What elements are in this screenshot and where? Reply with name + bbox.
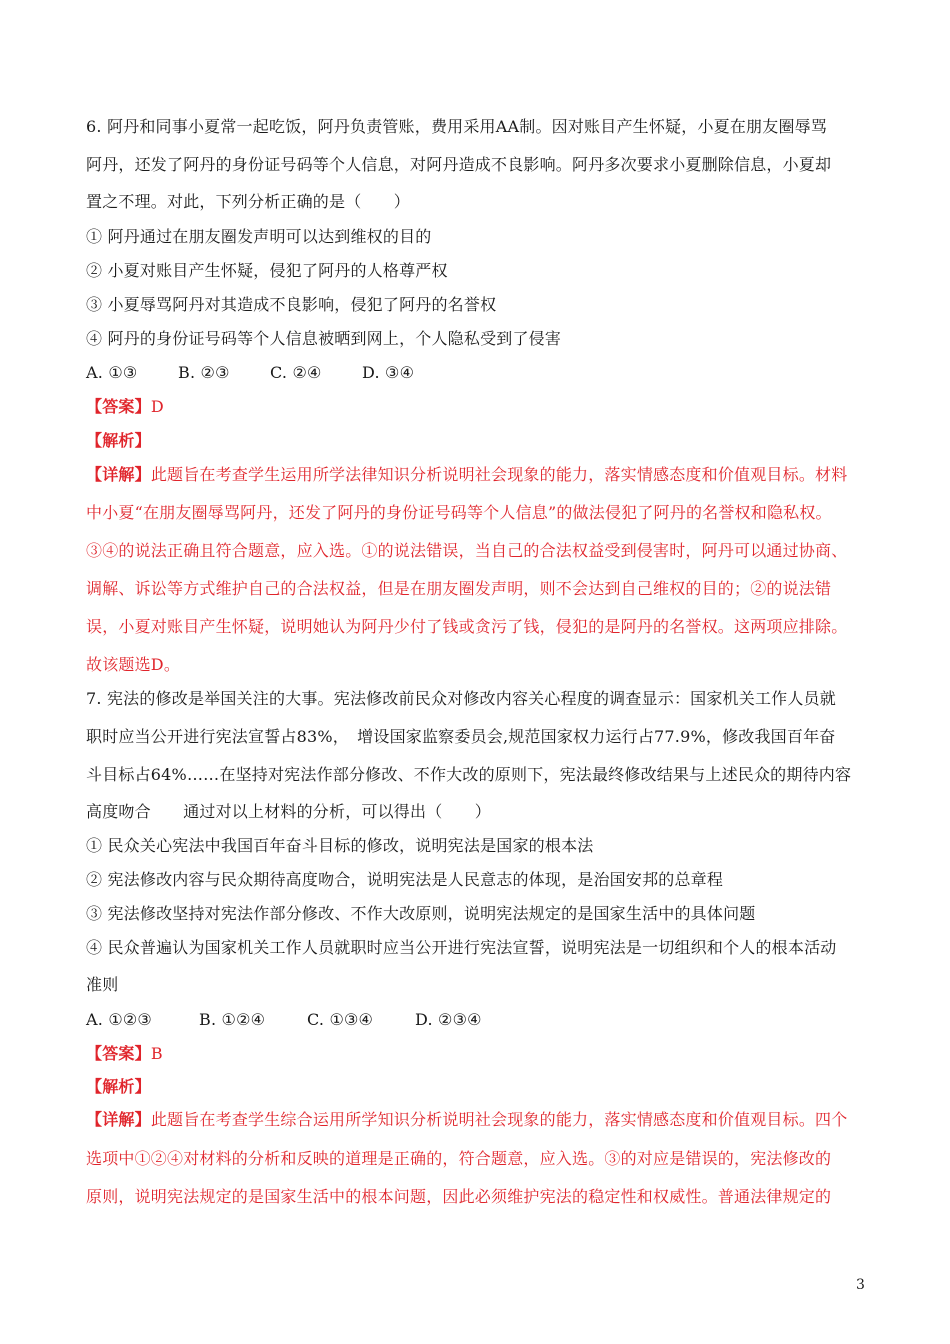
q6-statement-4: ④ 阿丹的身份证号码等个人信息被晒到网上，个人隐私受到了侵害 — [86, 329, 562, 348]
q6-detail-text-1: 此题旨在考查学生运用所学法律知识分析说明社会现象的能力，落实情感态度和价值观目标。材料 — [150, 465, 848, 484]
q7-answer — [86, 1044, 163, 1064]
q6-detail-line-5: 误，小夏对账目产生怀疑，说明她认为阿丹少付了钱或贪污了钱，侵犯的是阿丹的名誉权。这两项应排除。 — [86, 617, 848, 636]
q6-stem-line-2: 阿丹，还发了阿丹的身份证号码等个人信息，对阿丹造成不良影响。阿丹多次要求小夏删除信息，小夏却 — [86, 155, 832, 174]
q6-options — [86, 363, 414, 383]
q7-detail-line-2: 选项中①②④对材料的分析和反映的道理是正确的，符合题意，应入选。③的对应是错误的，宪法修改的 — [86, 1149, 832, 1168]
page-number: 3 — [856, 1277, 865, 1293]
q6-detail-line-3: ③④的说法正确且符合题意，应入选。①的说法错误，当自己的合法权益受到侵害时，阿丹可以通过协商、 — [86, 541, 848, 560]
q6-option-c: C. ②④ — [270, 363, 322, 382]
q6-detail-line-4: 调解、诉讼等方式维护自己的合法权益，但是在朋友圈发声明，则不会达到自己维权的目的；②的说法错 — [86, 579, 832, 598]
q7-stem-line-1: 7. 宪法的修改是举国关注的大事。宪法修改前民众对修改内容关心程度的调查显示：国家机关工作人员就 — [86, 689, 836, 708]
q7-answer-value: B — [150, 1044, 163, 1063]
q6-statement-3: ③ 小夏辱骂阿丹对其造成不良影响，侵犯了阿丹的名誉权 — [86, 295, 497, 314]
q7-stem-line-2: 职时应当公开进行宪法宣誓占83%， 增设国家监察委员会,规范国家权力运行占77.9%，修改我国百年奋 — [86, 727, 836, 746]
q6-detail-line-6: 故该题选D。 — [86, 655, 181, 674]
q7-option-b: B. ①②④ — [199, 1010, 266, 1029]
q7-statement-2: ② 宪法修改内容与民众期待高度吻合，说明宪法是人民意志的体现，是治国安邦的总章程 — [86, 870, 724, 889]
q6-detail-line-2: 中小夏“在朋友圈辱骂阿丹，还发了阿丹的身份证号码等个人信息”的做法侵犯了阿丹的名誉权和隐私权。 — [86, 503, 832, 522]
q6-answer-label: 【答案】 — [86, 397, 151, 416]
q7-detail-text-1: 此题旨在考查学生综合运用所学知识分析说明社会现象的能力，落实情感态度和价值观目标。四个 — [150, 1110, 848, 1129]
q6-statement-2: ② 小夏对账目产生怀疑，侵犯了阿丹的人格尊严权 — [86, 261, 448, 280]
q7-option-d: D. ②③④ — [415, 1010, 482, 1029]
q7-detail-line-1 — [86, 1110, 847, 1130]
q7-analysis-label: 【解析】 — [86, 1077, 151, 1096]
q7-detail-line-3: 原则，说明宪法规定的是国家生活中的根本问题，因此必须维护宪法的稳定性和权威性。普通法律规定的 — [86, 1187, 832, 1206]
q7-options — [86, 1010, 482, 1030]
q7-statement-3: ③ 宪法修改坚持对宪法作部分修改、不作大改原则，说明宪法规定的是国家生活中的具体问题 — [86, 904, 756, 923]
q7-answer-label: 【答案】 — [86, 1044, 151, 1063]
q6-detail-line-1 — [86, 465, 847, 485]
q6-option-d: D. ③④ — [362, 363, 415, 382]
q6-stem-line-1: 6. 阿丹和同事小夏常一起吃饭，阿丹负责管账，费用采用AA制。因对账目产生怀疑，小夏在朋友圈辱骂 — [86, 117, 828, 136]
q6-analysis-label: 【解析】 — [86, 431, 151, 450]
q7-option-c: C. ①③④ — [307, 1010, 374, 1029]
q6-answer — [86, 397, 164, 417]
q6-stem-line-3: 置之不理。对此，下列分析正确的是（ ） — [86, 192, 411, 211]
q6-statement-1: ① 阿丹通过在朋友圈发声明可以达到维权的目的 — [86, 227, 432, 246]
q6-detail-label: 【详解】 — [86, 465, 151, 484]
q7-stem-line-4: 高度吻合 通过对以上材料的分析，可以得出（ ） — [86, 802, 492, 821]
q7-statement-4: ④ 民众普遍认为国家机关工作人员就职时应当公开进行宪法宣誓，说明宪法是一切组织和个人的根本活动 — [86, 938, 837, 957]
q7-detail-label: 【详解】 — [86, 1110, 151, 1129]
q6-option-a: A. ①③ — [86, 363, 138, 382]
q7-statement-1: ① 民众关心宪法中我国百年奋斗目标的修改，说明宪法是国家的根本法 — [86, 836, 594, 855]
q7-option-a: A. ①②③ — [86, 1010, 152, 1029]
q6-option-b: B. ②③ — [178, 363, 230, 382]
q7-stem-line-3: 斗目标占64%……在坚持对宪法作部分修改、不作大改的原则下，宪法最终修改结果与上述民众的期待内容 — [86, 765, 852, 784]
q7-statement-4-continued: 准则 — [86, 975, 119, 994]
q6-answer-value: D — [150, 397, 164, 416]
